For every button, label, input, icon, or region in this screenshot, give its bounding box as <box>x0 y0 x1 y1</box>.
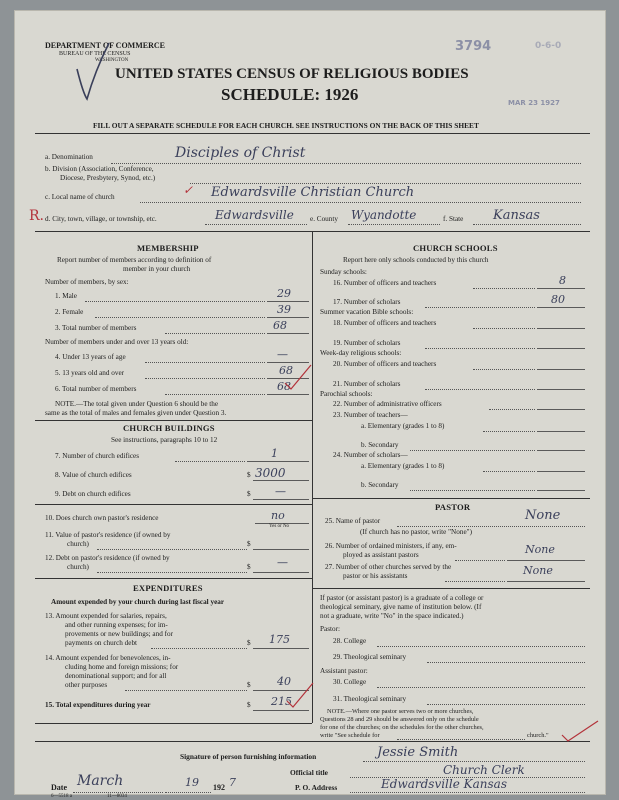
q20-answer-line <box>537 369 585 370</box>
leader-dots <box>445 581 505 582</box>
q29-label: 29. Theological seminary <box>333 653 407 661</box>
pastor-education-label: Pastor: <box>320 625 340 633</box>
signature-value: Jessie Smith <box>377 745 459 760</box>
instructions-banner: FILL OUT A SEPARATE SCHEDULE FOR EACH CHURCH. SEE INSTRUCTIONS ON THE BACK OF THIS SHEET <box>93 121 479 130</box>
leader-dots <box>95 317 265 318</box>
q24a-label: a. Elementary (grades 1 to 8) <box>361 462 445 470</box>
expenditures-title: EXPENDITURES <box>133 583 203 593</box>
q12-value: — <box>277 556 288 569</box>
dollar-sign: $ <box>247 490 251 498</box>
q1-answer-line <box>267 301 309 302</box>
leader-dots <box>145 378 265 379</box>
red-check-icon: ✓ <box>183 183 194 197</box>
membership-intro-2: member in your church <box>123 265 191 273</box>
denomination-label: a. Denomination <box>45 153 93 161</box>
date-year-value: 7 <box>229 776 236 789</box>
official-title-value: Church Clerk <box>443 763 525 777</box>
q18-answer-line <box>537 328 585 329</box>
q23b-label: b. Secondary <box>361 441 399 449</box>
county-value: Wyandotte <box>351 208 417 222</box>
leader-dots <box>125 690 247 691</box>
q21-label: 21. Number of scholars <box>333 380 401 388</box>
received-date-stamp: MAR 23 1927 <box>508 99 560 107</box>
leader-dots <box>410 450 535 451</box>
q6-total-label: 6. Total number of members <box>55 385 137 393</box>
department-label: DEPARTMENT OF COMMERCE <box>45 41 166 50</box>
q23b-answer-line <box>537 450 585 451</box>
weekday-schools-label: Week-day religious schools: <box>320 349 402 357</box>
divider <box>35 578 312 579</box>
sunday-schools-label: Sunday schools: <box>320 268 367 276</box>
division-line <box>190 183 581 184</box>
q31-answer-line <box>427 704 585 705</box>
denomination-line <box>111 163 581 164</box>
q16-label: 16. Number of officers and teachers <box>333 279 437 287</box>
q9-value: — <box>275 485 286 498</box>
graduate-instructions: If pastor (or assistant pastor) is a graduate of a college or <box>320 594 484 602</box>
pastor-note-2: Questions 28 and 29 should be answered only on the schedule <box>320 716 479 723</box>
division-label-2: Diocese, Presbytery, Synod, etc.) <box>60 174 156 182</box>
q25-hint: (If church has no pastor, write "None") <box>360 528 472 536</box>
q14-value: 40 <box>277 675 291 688</box>
q25-value: None <box>525 508 561 523</box>
q17-label: 17. Number of scholars <box>333 298 401 306</box>
q24b-label: b. Secondary <box>361 481 399 489</box>
q13-label-4: payments on church debt <box>65 639 138 647</box>
q13-value: 175 <box>269 633 290 646</box>
q11-label-2: church) <box>67 540 89 548</box>
q20-label: 20. Number of officers and teachers <box>333 360 437 368</box>
date-month-value: March <box>77 773 124 789</box>
date-day-value: 19 <box>185 776 199 789</box>
q16-answer-line <box>537 288 585 289</box>
membership-note-2: same as the total of males and females given under Question 3. <box>45 409 227 417</box>
q31-label: 31. Theological seminary <box>333 695 407 703</box>
leader-dots <box>489 409 535 410</box>
q29-answer-line <box>427 662 585 663</box>
q9-label: 9. Debt on church edifices <box>55 490 131 498</box>
pastor-note-4: write "See schedule for <box>320 732 380 739</box>
q12-label-2: church) <box>67 563 89 571</box>
dollar-sign: $ <box>247 639 251 647</box>
q11-answer-line <box>253 549 309 550</box>
q30-label: 30. College <box>333 678 367 686</box>
q11-label: 11. Value of pastor's residence (if owned by <box>45 531 171 539</box>
q26-value: None <box>525 543 555 556</box>
dollar-sign: $ <box>247 681 251 689</box>
q3-answer-line <box>267 333 309 334</box>
q26-label-2: ployed as assistant pastors <box>343 551 419 559</box>
q22-answer-line <box>537 409 585 410</box>
q19-label: 19. Number of scholars <box>333 339 401 347</box>
q2-female-value: 39 <box>277 303 291 316</box>
denomination-value: Disciples of Christ <box>175 145 306 161</box>
bureau-label: BUREAU OF THE CENSUS <box>59 51 131 57</box>
q7-label: 7. Number of church edifices <box>55 452 140 460</box>
q10-label: 10. Does church own pastor's residence <box>45 514 159 522</box>
q2-answer-line <box>267 317 309 318</box>
membership-title: MEMBERSHIP <box>137 243 199 253</box>
note-blank-line <box>397 739 525 740</box>
leader-dots <box>151 648 247 649</box>
address-line <box>350 792 585 793</box>
membership-intro: Report number of members according to definition of <box>57 256 212 264</box>
pastor-note: NOTE.—Where one pastor serves two or more churches, <box>327 708 474 715</box>
q27-answer-line <box>507 581 585 582</box>
membership-note: NOTE.—The total given under Question 6 should be the <box>55 400 219 408</box>
buildings-title: CHURCH BUILDINGS <box>123 423 215 433</box>
q1-male-label: 1. Male <box>55 292 77 300</box>
red-tick-icon <box>560 719 600 745</box>
leader-dots <box>483 471 535 472</box>
q13-label: 13. Amount expended for salaries, repairs, <box>45 612 167 620</box>
leader-dots <box>473 328 535 329</box>
q26-answer-line <box>507 560 585 561</box>
q15-label: 15. Total expenditures during year <box>45 701 151 709</box>
q18-label: 18. Number of officers and teachers <box>333 319 437 327</box>
pastor-title: PASTOR <box>435 502 471 512</box>
local-name-line <box>140 202 581 203</box>
leader-dots <box>425 348 535 349</box>
city-town-label: d. City, town, village, or township, etc. <box>45 215 157 223</box>
members-by-age-label: Number of members under and over 13 years old: <box>45 338 189 346</box>
q22-label: 22. Number of administrative officers <box>333 400 442 408</box>
q5-13over-label: 5. 13 years old and over <box>55 369 125 377</box>
local-name-label: c. Local name of church <box>45 193 115 201</box>
q5-13over-value: 68 <box>279 364 293 377</box>
q24-label: 24. Number of scholars— <box>333 451 408 459</box>
address-value: Edwardsville Kansas <box>381 777 507 791</box>
red-tick-icon <box>285 679 315 709</box>
q25-answer-line <box>397 526 585 527</box>
q15-value: 215 <box>271 695 292 708</box>
q23a-answer-line <box>537 431 585 432</box>
divider <box>35 133 590 134</box>
date-label: Date <box>51 783 67 792</box>
q19-answer-line <box>537 348 585 349</box>
q14-label-3: denominational support; and for all <box>65 672 167 680</box>
margin-mark: R. <box>29 208 44 224</box>
leader-dots <box>165 394 265 395</box>
divider <box>312 498 590 499</box>
q28-label: 28. College <box>333 637 367 645</box>
county-label: e. County <box>310 215 338 223</box>
q1-male-value: 29 <box>277 287 291 300</box>
q2-female-label: 2. Female <box>55 308 84 316</box>
vacation-schools-label: Summer vacation Bible schools: <box>320 308 414 316</box>
q15-answer-line <box>253 710 309 711</box>
signature-line <box>363 761 585 762</box>
dollar-sign: $ <box>247 701 251 709</box>
parochial-schools-label: Parochial schools: <box>320 390 373 398</box>
signature-label: Signature of person furnishing information <box>180 752 317 761</box>
schedule-number-stamp: 3794 <box>455 39 492 54</box>
graduate-instructions-2: theological seminary, give name of institution below. (If <box>320 603 482 611</box>
q3-total-label: 3. Total number of members <box>55 324 137 332</box>
column-divider <box>312 231 313 723</box>
q17-answer-line <box>537 307 585 308</box>
q23a-label: a. Elementary (grades 1 to 8) <box>361 422 445 430</box>
form-subtitle: SCHEDULE: 1926 <box>221 85 359 104</box>
leader-dots <box>165 333 265 334</box>
q13-label-2: and other running expenses; for im- <box>65 621 168 629</box>
q3-total-value: 68 <box>273 319 287 332</box>
q13-label-3: provements or new buildings; and for <box>65 630 173 638</box>
date-month-line <box>73 792 163 793</box>
form-number-2: 11—8034 <box>107 794 127 799</box>
members-by-sex-label: Number of members, by sex: <box>45 278 129 286</box>
q12-label: 12. Debt on pastor's residence (if owned by <box>45 554 170 562</box>
q28-answer-line <box>377 646 585 647</box>
buildings-intro: See instructions, paragraphs 10 to 12 <box>111 436 218 444</box>
q24a-answer-line <box>537 471 585 472</box>
q17-value: 80 <box>551 293 565 306</box>
leader-dots <box>145 362 265 363</box>
q27-label-2: pastor or his assistants <box>343 572 408 580</box>
schools-intro: Report here only schools conducted by this church <box>343 256 489 264</box>
q14-label-4: other purposes <box>65 681 108 689</box>
q21-answer-line <box>537 389 585 390</box>
q9-answer-line <box>253 499 309 500</box>
q8-label: 8. Value of church edifices <box>55 471 132 479</box>
q26-label: 26. Number of ordained ministers, if any, em- <box>325 542 457 550</box>
dollar-sign: $ <box>247 563 251 571</box>
leader-dots <box>473 288 535 289</box>
form-number: 6—5518 a <box>51 794 72 799</box>
q27-label: 27. Number of other churches served by the <box>325 563 452 571</box>
state-line <box>473 224 581 225</box>
q4-under13-value: — <box>277 348 288 361</box>
graduate-instructions-3: not a graduate, write "No" in the space indicated.) <box>320 612 464 620</box>
divider <box>312 588 590 589</box>
state-value: Kansas <box>493 208 540 223</box>
q7-value: 1 <box>271 447 278 460</box>
q14-label-2: cluding home and foreign missions; for <box>65 663 179 671</box>
divider <box>35 741 590 742</box>
county-line <box>348 224 440 225</box>
q4-under13-label: 4. Under 13 years of age <box>55 353 126 361</box>
code-stamp: 0-6-0 <box>535 41 562 51</box>
expenditures-intro: Amount expended by your church during last fiscal year <box>51 598 225 606</box>
city-value: Edwardsville <box>215 208 294 222</box>
leader-dots <box>473 369 535 370</box>
leader-dots <box>455 560 505 561</box>
local-name-value: Edwardsville Christian Church <box>211 185 415 200</box>
q12-answer-line <box>253 572 309 573</box>
q13-answer-line <box>253 648 309 649</box>
pastor-note-3: for one of the churches; on the schedules for the other churches, <box>320 724 484 731</box>
divider <box>35 420 312 421</box>
q24b-answer-line <box>537 490 585 491</box>
form-title: UNITED STATES CENSUS OF RELIGIOUS BODIES <box>115 66 469 82</box>
census-schedule-sheet <box>14 10 606 799</box>
q8-value: 3000 <box>255 466 286 480</box>
divider <box>35 723 312 724</box>
city-label: WASHINGTON <box>95 58 129 63</box>
dollar-sign: $ <box>247 540 251 548</box>
division-label: b. Division (Association, Conference, <box>45 165 154 173</box>
leader-dots <box>410 490 535 491</box>
leader-dots <box>425 307 535 308</box>
q30-answer-line <box>377 687 585 688</box>
red-tick-icon <box>283 361 313 391</box>
q16-value: 8 <box>559 274 566 287</box>
q6-answer-line <box>267 394 309 395</box>
q14-label: 14. Amount expended for benevolences, in- <box>45 654 171 662</box>
q10-value: no <box>271 509 285 522</box>
leader-dots <box>97 549 247 550</box>
leader-dots <box>85 301 265 302</box>
divider <box>35 504 312 505</box>
q8-answer-line <box>253 480 309 481</box>
state-label: f. State <box>443 215 464 223</box>
leader-dots <box>425 389 535 390</box>
date-day-line <box>165 792 211 793</box>
assistant-education-label: Assistant pastor: <box>320 667 368 675</box>
date-year-prefix: 192 <box>213 783 225 792</box>
official-title-label: Official title <box>290 768 328 777</box>
q25-label: 25. Name of pastor <box>325 517 381 525</box>
q23-label: 23. Number of teachers— <box>333 411 408 419</box>
leader-dots <box>97 572 247 573</box>
schools-title: CHURCH SCHOOLS <box>413 243 498 253</box>
q6-total-value: 68 <box>277 380 291 393</box>
dollar-sign: $ <box>247 471 251 479</box>
q27-value: None <box>523 564 553 577</box>
address-label: P. O. Address <box>295 783 338 792</box>
leader-dots <box>483 431 535 432</box>
leader-dots <box>175 461 245 462</box>
check-mark-icon <box>73 41 113 101</box>
q7-answer-line <box>247 461 309 462</box>
pastor-note-5: church." <box>527 732 549 739</box>
q10-hint: Yes or No <box>269 524 290 529</box>
city-line <box>205 224 307 225</box>
